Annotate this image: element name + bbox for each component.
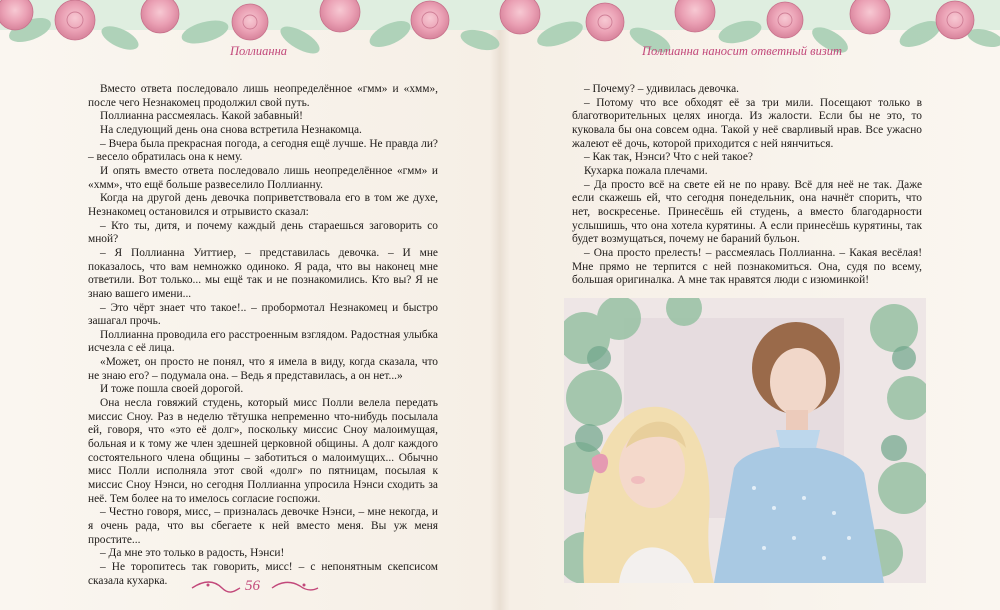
right-text-column	[572, 83, 922, 288]
paragraph: Поллианна рассмеялась. Какой забавный!	[100, 110, 303, 123]
left-text-column	[88, 83, 438, 588]
paragraph: И опять вместо ответа последовало лишь неопределённое «гмм» и «хмм», что ещё больше развеселило Поллианну.	[88, 164, 438, 191]
paragraph: – Она просто прелесть! – рассмеялась Поллианна. – Какая весёлая! Мне прямо не терпится с ней познакомиться. Она, судя по всему, большая оригиналка. А мне так нравятся люди с изюминкой!	[572, 246, 922, 287]
paragraph: – Почему? – удивилась девочка.	[584, 83, 740, 95]
paragraph: Когда на другой день девочка поприветствовала его в том же духе, Незнакомец остановился и отрывисто сказал:	[88, 192, 438, 218]
paragraph: – Кто ты, дитя, и почему каждый день стараешься заговорить со мной?	[88, 219, 438, 246]
paragraph: – Да просто всё на свете ей не по нраву. Всё для неё не так. Даже если скажешь ей, что сегодня понедельник, она начнёт спорить, что нет, воскресенье. Принесёшь ей студень, а вместо благодарности услышишь, что она хотела курятины. А если принесёшь курятины, так будет возмущаться, почему не бараний бульон.	[572, 178, 922, 246]
page-number: 56	[245, 578, 260, 594]
illustration	[564, 298, 926, 583]
right-page	[500, 0, 1000, 610]
paragraph: На следующий день она снова встретила Незнакомца.	[100, 123, 362, 136]
paragraph: Она несла говяжий студень, который мисс Полли велела передать миссис Сноу. Раз в неделю тётушка непременно что-нибудь посылала ей, говоря, что «это её долг», поскольку миссис Сноу малоимущая, больная и к тому же член здешней церковной общины. А долг каждого состоятельного члена общины – заботиться о малоимущих... Обычно мисс Полли исполняла этот свой «долг» по пятницам, посылая к миссис Сноу Нэнси, но сегодня Поллианна упросила Нэнси сходить за неё. Тем более на то имелось согласие госпожи.	[88, 397, 438, 505]
paragraph: – Я Поллианна Уиттиер, – представилась девочка. – И мне показалось, что вам немножко одиноко. Я рада, что вы наконец мне ответили. Вот только... мы ещё так и не познакомились. Кто вы? Я не знаю вашего имени...	[88, 246, 438, 300]
left-running-head: Поллианна	[230, 44, 288, 58]
paragraph: Вместо ответа последовало лишь неопределённое «гмм» и «хмм», после чего Незнакомец продолжил свой путь.	[88, 83, 438, 109]
paragraph: – Не торопитесь так говорить, мисс! – с непонятным скепсисом сказала кухарка.	[88, 560, 438, 587]
paragraph: – Честно говоря, мисс, – призналась девочке Нэнси, – мне некогда, и я очень рада, что вы сбегаете к ней вместо меня. Вы уж меня простите...	[88, 506, 438, 546]
paragraph: – Да мне это только в радость, Нэнси!	[100, 547, 285, 560]
paragraph: Кухарка пожала плечами.	[584, 164, 708, 177]
paragraph: Поллианна проводила его расстроенным взглядом. Радостная улыбка исчезла с её лица.	[88, 328, 438, 355]
paragraph: «Может, он просто не понял, что я имела в виду, когда сказала, что не знаю его? – подумала она. – Ведь я представилась, а он нет...»	[88, 356, 438, 382]
paragraph: – Вчера была прекрасная погода, а сегодня ещё лучше. Не правда ли? – весело обратилась она к нему.	[88, 137, 438, 164]
paragraph: И тоже пошла своей дорогой.	[100, 383, 244, 396]
paragraph: – Потому что все обходят её за три мили. Посещают только в благотворительных целях иногда. Из жалости. Если бы не это, то куковала бы она совсем одна. Такой у неё сварливый нрав. Все ужасно жалеют её дочь, которой приходится с ней нянчиться.	[572, 96, 922, 150]
paragraph: – Это чёрт знает что такое!.. – пробормотал Незнакомец и быстро зашагал прочь.	[88, 301, 438, 328]
right-running-head: Поллианна наносит ответный визит	[642, 44, 842, 58]
paragraph: – Как так, Нэнси? Что с ней такое?	[584, 151, 753, 164]
